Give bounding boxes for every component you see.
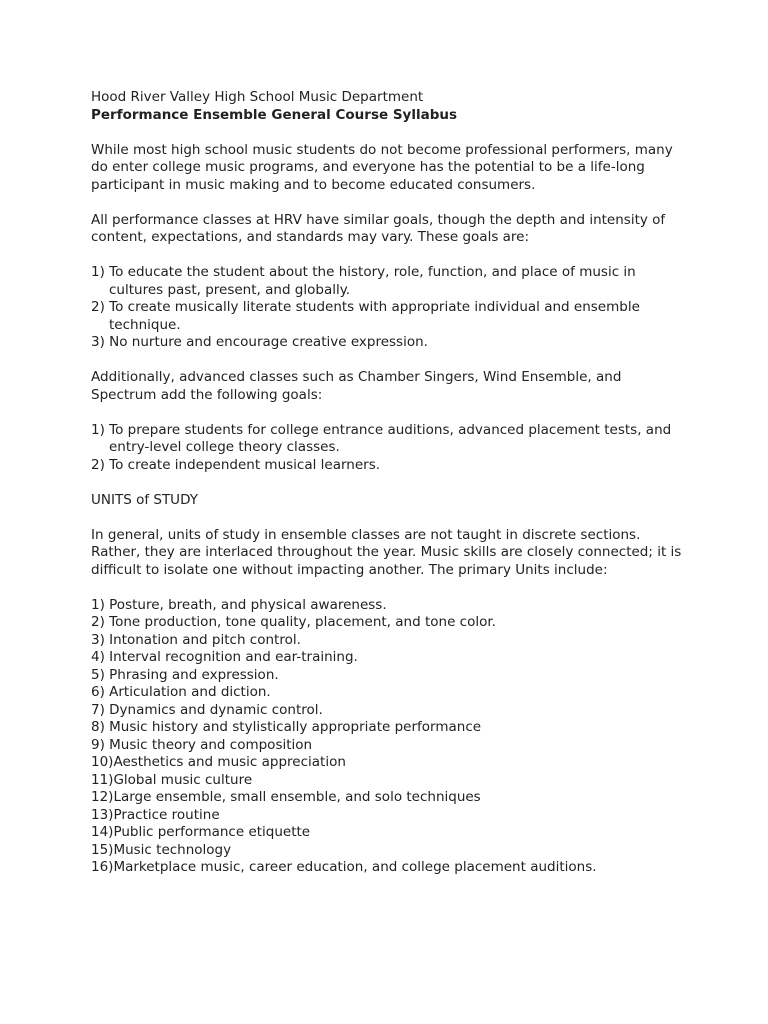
goals-intro-paragraph: All performance classes at HRV have similar goals, though the depth and intensity of content, expectations, and standards may vary. These goals are:	[91, 211, 666, 245]
unit-item: 2) Tone production, tone quality, placement, and tone color.	[91, 614, 496, 630]
unit-item: 16)Marketplace music, career education, and college placement auditions.	[91, 859, 597, 875]
unit-item: 15)Music technology	[91, 841, 232, 858]
unit-item: 12)Large ensemble, small ensemble, and solo techniques	[91, 789, 481, 805]
unit-item: 4) Interval recognition and ear-training.	[91, 649, 358, 665]
intro-paragraph: While most high school music students do not become professional performers, many do enter college music programs, and everyone has the potential to be a life-long participant in music making and to become educated consumers.	[91, 141, 673, 193]
unit-item: 8) Music history and stylistically appropriate performance	[91, 719, 482, 735]
advanced-goal-item: 2) To create independent musical learners.	[91, 456, 381, 473]
units-intro-paragraph: In general, units of study in ensemble classes are not taught in discrete sections. Rather, they are interlaced throughout the year. Music skills are closely connected; it is difficult to isolate one without impacting another. The primary Units include:	[91, 526, 682, 578]
unit-item: 3) Intonation and pitch control.	[91, 631, 301, 648]
unit-item: 11)Global music culture	[91, 771, 253, 788]
unit-item: 5) Phrasing and expression.	[91, 666, 279, 683]
units-heading: UNITS of STUDY	[91, 491, 198, 508]
unit-item: 13)Practice routine	[91, 806, 220, 823]
syllabus-page	[91, 89, 691, 877]
units-list	[91, 597, 691, 877]
goals-list	[91, 264, 691, 352]
unit-item: 6) Articulation and diction.	[91, 684, 271, 700]
advanced-goal-item: 1) To prepare students for college entrance auditions, advanced placement tests, and entry-level college theory classes.	[91, 421, 672, 455]
goal-item: 1) To educate the student about the history, role, function, and place of music in cultures past, present, and globally.	[91, 264, 636, 298]
syllabus-title: Performance Ensemble General Course Syllabus	[91, 106, 458, 123]
advanced-goals-list	[91, 422, 691, 475]
unit-item: 1) Posture, breath, and physical awareness.	[91, 596, 387, 613]
goal-item: 2) To create musically literate students with appropriate individual and ensemble technique.	[91, 299, 640, 333]
unit-item: 9) Music theory and composition	[91, 736, 313, 753]
unit-item: 10)Aesthetics and music appreciation	[91, 754, 346, 770]
unit-item: 14)Public performance etiquette	[91, 824, 311, 840]
advanced-intro-paragraph: Additionally, advanced classes such as Chamber Singers, Wind Ensemble, and Spectrum add the following goals:	[91, 369, 622, 403]
unit-item: 7) Dynamics and dynamic control.	[91, 701, 323, 718]
goal-item: 3) No nurture and encourage creative expression.	[91, 334, 428, 350]
school-department-line: Hood River Valley High School Music Department	[91, 89, 424, 105]
